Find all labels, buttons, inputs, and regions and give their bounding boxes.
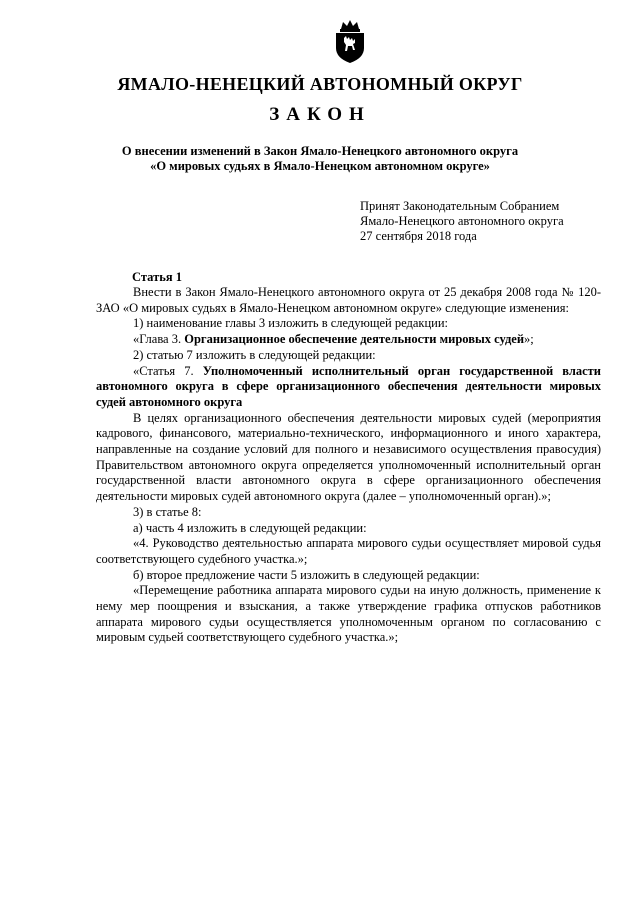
adoption-line-1: Принят Законодательным Собранием [360, 199, 560, 213]
law-subject [0, 144, 640, 174]
chapter-title: Организационное обеспечение деятельности мировых судей [184, 332, 525, 347]
article-7-prefix: «Статья 7. [133, 363, 203, 378]
paragraph-chapter-3 [96, 332, 601, 348]
subject-line-1: О внесении изменений в Закон Ямало-Ненецкого автономного округа [121, 144, 519, 158]
chapter-suffix: »; [524, 332, 534, 347]
article-7-title: Уполномоченный исполнительный орган государственной власти автономного округа в сфере организационного обеспечения деятельности мировых судей автономного округа [96, 363, 601, 409]
paragraph-item-1: 1) наименование главы 3 изложить в следующей редакции: [133, 316, 448, 331]
paragraph-item-3a: а) часть 4 изложить в следующей редакции: [133, 520, 367, 535]
subject-line-2: «О мировых судьях в Ямало-Ненецком автономном округе» [150, 159, 490, 173]
paragraph-part-4: «4. Руководство деятельностью аппарата мирового судьи осуществляет мировой судья соответствующего судебного участка.»; [96, 536, 601, 566]
paragraph-article-7 [96, 364, 601, 411]
adoption-note [360, 199, 564, 244]
article-body [96, 285, 601, 646]
adoption-date: 27 сентября 2018 года [360, 229, 477, 243]
document-type: ЗАКОН [269, 104, 371, 125]
article-heading: Статья 1 [132, 270, 182, 284]
paragraph-item-3: 3) в статье 8: [133, 504, 202, 519]
paragraph-item-3b: б) второе предложение части 5 изложить в следующей редакции: [133, 567, 480, 582]
paragraph-item-2: 2) статью 7 изложить в следующей редакции: [133, 347, 376, 362]
adoption-line-2: Ямало-Ненецкого автономного округа [360, 214, 564, 228]
chapter-prefix: «Глава 3. [133, 332, 185, 347]
paragraph-intro: Внести в Закон Ямало-Ненецкого автономного округа от 25 декабря 2008 года № 120-ЗАО «О мировых судьях в Ямало-Ненецком автономном округе» следующие изменения: [96, 285, 601, 315]
paragraph-part-5: «Перемещение работника аппарата мирового судьи на иную должность, применение к нему мер поощрения и взыскания, а также утверждение графика отпусков работников аппарата мирового судьи осуществляется уполномоченным органом по согласованию с мировым судьей соответствующего судебного участка.»; [96, 583, 601, 645]
coat-of-arms-icon [331, 20, 369, 64]
region-title: ЯМАЛО-НЕНЕЦКИЙ АВТОНОМНЫЙ ОКРУГ [117, 74, 523, 94]
paragraph-article-7-text: В целях организационного обеспечения деятельности мировых судей (мероприятия кадрового, финансового, материально-технического, информационного и иного характера, направленные на создание условий для полного и независимого осуществления правосудия) Правительством автономного округа определяется уполномоченный исполнительный орган государственной власти автономного округа в сфере организационного обеспечения деятельности мировых судей автономного округа (далее – уполномоченный орган).»; [96, 410, 601, 504]
